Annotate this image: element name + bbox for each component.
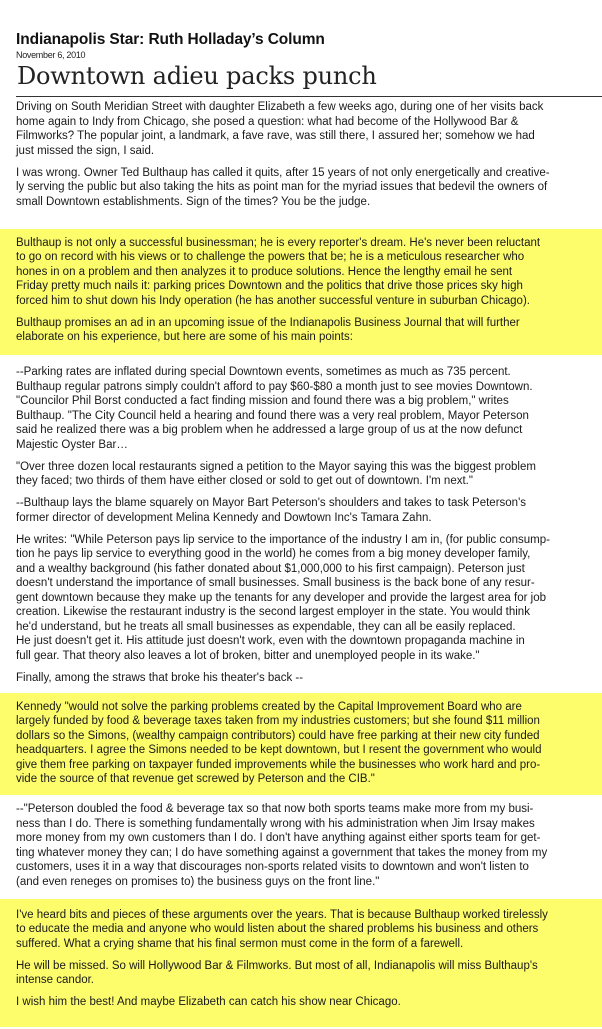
highlighted-section xyxy=(0,229,602,356)
text-line: Friday pretty much nails it: parking prices Downtown and the politics that drive those prices sky high xyxy=(16,280,523,292)
text-line: largely funded by food & beverage taxes taken from my industries customers; but she found $11 million xyxy=(16,715,540,727)
text-line: home again to Indy from Chicago, she posed a question: what had become of the Hollywood Bar & xyxy=(16,115,519,128)
text-line: gent downtown because they make up the tenants for any developer and provide the largest area for job xyxy=(16,591,546,604)
text-line: Bulthaup promises an ad in an upcoming issue of the Indianapolis Business Journal that will further xyxy=(16,316,520,329)
text-line: suffered. What a crying shame that his final sermon must come in the form of a farewell. xyxy=(16,937,464,950)
text-line: customers, uses it in a way that discourages non-sports related visits to downtown and won't listen to xyxy=(16,861,529,873)
text-line: they faced; two thirds of them have either closed or sold to get out of downtown. I'm next." xyxy=(16,475,473,487)
paragraph xyxy=(16,533,602,671)
article-section xyxy=(0,100,602,221)
column-title-text: Indianapolis Star: Ruth Holladay’s Column xyxy=(16,31,325,48)
text-line: Kennedy "would not solve the parking problems created by the Capital Improvement Board who are xyxy=(16,700,522,713)
text-line: just missed the sign, I said. xyxy=(16,144,155,157)
text-line: I've heard bits and pieces of these arguments over the years. That is because Bulthaup worked tirelessly xyxy=(16,908,548,921)
text-line: more money from my own customers than I do. I don't have anything against either sports team for get- xyxy=(16,832,541,844)
text-line: Bulthaup. "The City Council held a hearing and found there was a very real problem, Mayor Peterson xyxy=(16,409,529,422)
paragraph xyxy=(16,802,602,897)
text-line: He will be missed. So will Hollywood Bar & Filmworks. But most of all, Indianapolis will miss Bulthaup's xyxy=(16,959,538,972)
text-line: "Over three dozen local restaurants signed a petition to the Mayor saying this was the biggest problem xyxy=(16,460,536,473)
text-line: Filmworks? The popular joint, a landmark, a fave rave, was still there, I assured her; somehow we had xyxy=(16,130,535,142)
text-line: Bulthaup is not only a successful businessman; he is every reporter's dream. He's never been reluctant xyxy=(16,236,541,249)
text-line: Driving on South Meridian Street with daughter Elizabeth a few weeks ago, during one of her visits back xyxy=(16,101,544,113)
paragraph xyxy=(16,365,602,460)
text-line: creation. Likewise the restaurant industry is the second largest employer in the state. You would think xyxy=(16,606,530,618)
text-line: forced him to shut down his Indy operation (he has another successful venture in suburban Chicago). xyxy=(16,294,530,307)
column-title xyxy=(16,31,325,49)
text-line: ness than I do. There is something fundamentally wrong with his administration when Jim Irsay makes xyxy=(16,817,535,830)
article-body xyxy=(0,100,602,1027)
text-line: he'd understand, but he treats all small businesses as expendable, they can all be easily replaced. xyxy=(16,620,516,633)
text-line: --Bulthaup lays the blame squarely on Mayor Bart Peterson's shoulders and takes to task Peterson's xyxy=(16,497,527,509)
text-line: He writes: "While Peterson pays lip service to the importance of the industry I am in, (for public consump- xyxy=(16,533,550,546)
paragraph xyxy=(16,316,602,353)
text-line: (and even reneges on promises to) the business guys on the front line." xyxy=(16,875,380,888)
highlighted-section xyxy=(0,899,602,1028)
header-divider xyxy=(16,96,602,97)
text-line: I wish him the best! And maybe Elizabeth can catch his show near Chicago. xyxy=(16,996,401,1008)
headline: Downtown adieu packs punch xyxy=(17,62,377,90)
text-line: ting whatever money they can; I do have something against a government that takes the money from my xyxy=(16,846,548,859)
text-line: ly serving the public but also taking the hits as point man for the myriad issues that bedevil the owners of xyxy=(16,181,548,193)
text-line: --"Peterson doubled the food & beverage tax so that now both sports teams make more from my busi- xyxy=(16,803,534,815)
text-line: former director of development Melina Kennedy and Dowtown Inc's Tamara Zahn. xyxy=(16,511,432,524)
paragraph xyxy=(16,959,602,996)
text-line: intense candor. xyxy=(16,974,95,986)
text-line: tion he pays lip service to everything good in the world) he comes from a big money developer family, xyxy=(16,548,531,560)
publication-date: November 6, 2010 xyxy=(16,50,86,60)
text-line: Majestic Oyster Bar… xyxy=(16,438,128,451)
paragraph xyxy=(16,995,602,1017)
paragraph xyxy=(16,100,602,166)
article-section xyxy=(0,355,602,693)
text-line: and a wealthy background (his father donated about $1,000,000 to his first campaign). Peterson just xyxy=(16,562,525,575)
text-line: hones in on a problem and then analyzes it to produce solutions. Hence the lengthy email he sent xyxy=(16,265,513,278)
text-line: vide the source of that revenue get screwed by Peterson and the CIB." xyxy=(16,773,375,785)
text-line: headquarters. I agree the Simons needed to be kept downtown, but I resent the government who would xyxy=(16,744,542,756)
highlighted-section xyxy=(0,693,602,796)
text-line: to educate the media and anyone who would listen about the shared problems his business and others xyxy=(16,923,539,935)
text-line: He just doesn't get it. His attitude just doesn't work, even with the downtown propaganda machine in xyxy=(16,635,525,647)
text-line: said he realized there was a big problem when he addressed a large group of us at the now defunct xyxy=(16,424,523,436)
text-line: Bulthaup regular patrons simply couldn't afford to pay $60-$80 a month just to see movies Downtown. xyxy=(16,380,533,393)
paragraph xyxy=(16,908,602,959)
paragraph xyxy=(16,460,602,497)
paragraph xyxy=(16,166,602,217)
text-line: dollars so the Simons, (wealthy campaign contributors) could have free parking at their new city funded xyxy=(16,729,540,742)
text-line: I was wrong. Owner Ted Bulthaup has called it quits, after 15 years of not only energetically and creative- xyxy=(16,166,550,179)
text-line: Finally, among the straws that broke his theater's back -- xyxy=(16,671,304,684)
text-line: full gear. That theory also leaves a lot of broken, bitter and unemployed people in its wake." xyxy=(16,649,480,662)
article-section xyxy=(0,795,602,899)
paragraph xyxy=(16,496,602,533)
text-line: to go on record with his views or to challenge the powers that be; he is a meticulous researcher who xyxy=(16,251,525,263)
paragraph xyxy=(16,700,602,795)
text-line: give them free parking on taxpayer funded improvements while the businesses who work hard and pro- xyxy=(16,758,541,771)
text-line: elaborate on his experience, but here are some of his main points: xyxy=(16,331,353,343)
paragraph xyxy=(16,671,602,693)
text-line: small Downtown establishments. Sign of the times? You be the judge. xyxy=(16,195,371,208)
paragraph xyxy=(16,236,602,316)
text-line: --Parking rates are inflated during special Downtown events, sometimes as much as 735 percent. xyxy=(16,366,511,378)
text-line: doesn't understand the importance of small businesses. Small business is the back bone of any resur- xyxy=(16,577,535,589)
text-line: "Councilor Phil Borst conducted a fact finding mission and found there was a big problem," writes xyxy=(16,395,509,407)
